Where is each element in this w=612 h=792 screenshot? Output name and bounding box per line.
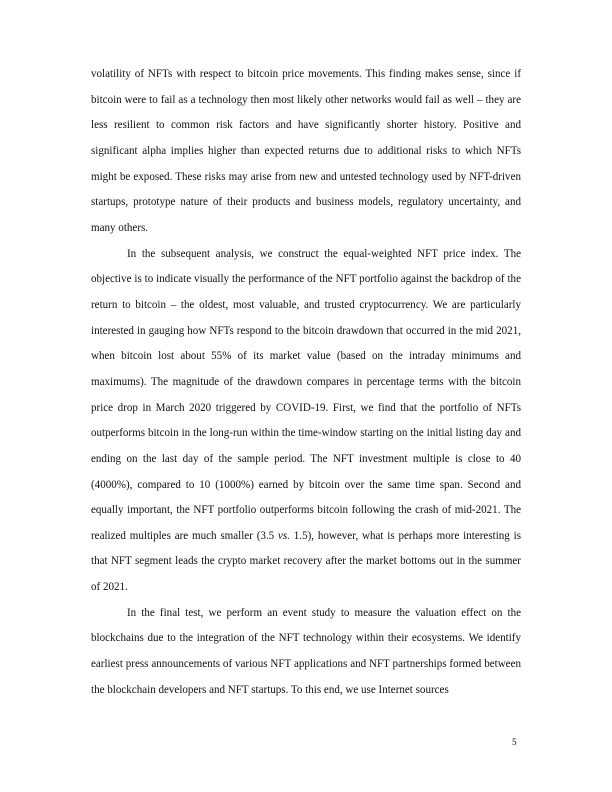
paragraph-2-italic-vs: vs.	[278, 529, 290, 542]
paragraph-2-text-b: 1.5), however, what is perhaps more interesting is that NFT segment leads the crypto market recovery after the market bottoms out in the summer of 2021.	[91, 529, 521, 594]
paragraph-2-text-a: In the subsequent analysis, we construct the equal-weighted NFT price index. The objective is to indicate visually the performance of the NFT portfolio against the backdrop of the return to bitcoin – the oldest, most valuable, and trusted cryptocurrency. We are particularly interested in gauging how NFTs respond to the bitcoin drawdown that occurred in the mid 2021, when bitcoin lost about 55% of its market value (based on the intraday minimums and maximums). The magnitude of the drawdown compares in percentage terms with the bitcoin price drop in March 2020 triggered by COVID-19. First, we find that the portfolio of NFTs outperforms bitcoin in the long-run within the time-window starting on the initial listing day and ending on the last day of the sample period. The NFT investment multiple is close to 40 (4000%), compared to 10 (1000%) earned by bitcoin over the same time span. Second and equally important, the NFT portfolio outperforms bitcoin following the crash of mid-2021. The realized multiples are much smaller (3.5	[91, 247, 521, 542]
paragraph-2	[91, 242, 521, 601]
paragraph-1-text: volatility of NFTs with respect to bitcoin price movements. This finding makes sense, since if bitcoin were to fail as a technology then most likely other networks would fail as well – they are less resilient to common risk factors and have significantly shorter history. Positive and significant alpha implies higher than expected returns due to additional risks to which NFTs might be exposed. These risks may arise from new and untested technology used by NFT-driven startups, prototype nature of their products and business models, regulatory uncertainty, and many others.	[91, 68, 521, 234]
paragraph-3-text: In the final test, we perform an event study to measure the valuation effect on the blockchains due to the integration of the NFT technology within their ecosystems. We identify earliest press announcements of various NFT applications and NFT partnerships formed between the blockchain developers and NFT startups. To this end, we use Internet sources	[91, 606, 521, 696]
page-number: 5	[512, 737, 517, 747]
paragraph-1	[91, 62, 521, 242]
paragraph-3	[91, 601, 521, 704]
body-text	[91, 62, 521, 703]
